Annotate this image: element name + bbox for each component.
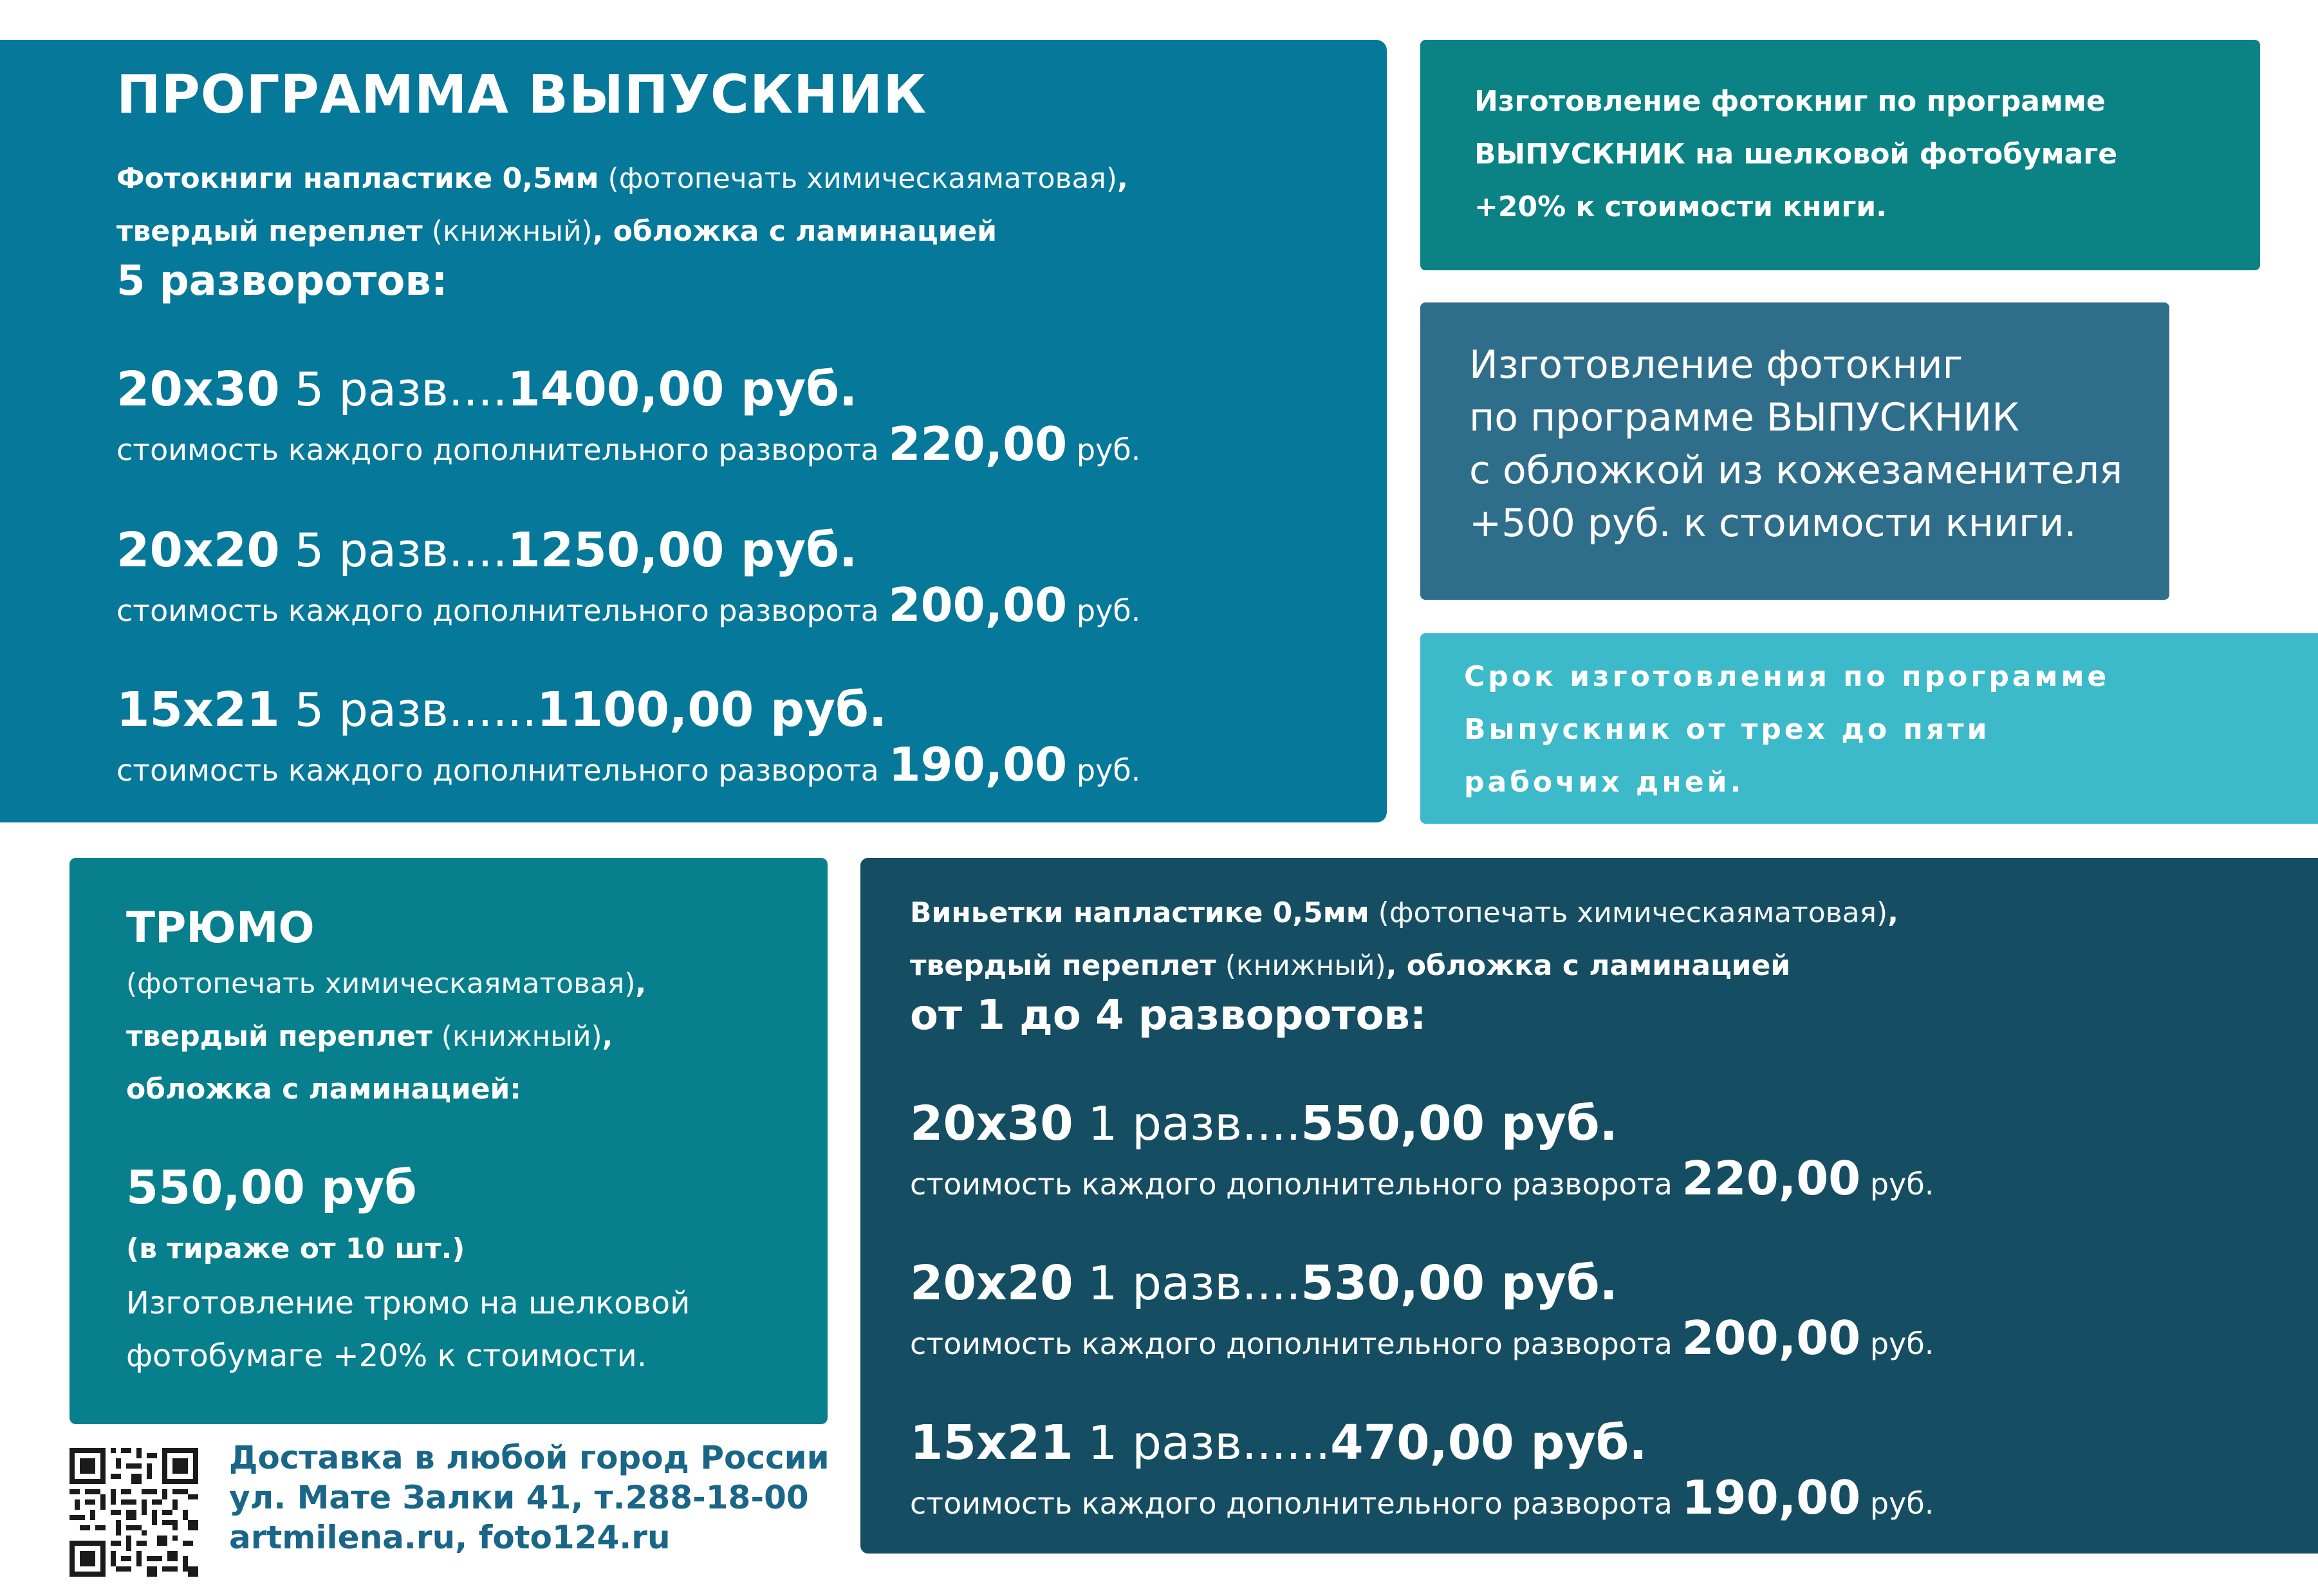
- graduate-extra-row: [116, 578, 1140, 632]
- vignettes-price-row: [910, 1096, 1618, 1151]
- vignettes-size: 15х21: [910, 1415, 1073, 1471]
- graduate-spread-count: 5 разв....: [279, 523, 508, 577]
- leather-note-line-1: Изготовление фотокниг: [1469, 342, 1963, 387]
- trumo-line-1: [126, 967, 646, 1000]
- trumo-circulation: (в тираже от 10 шт.): [126, 1232, 465, 1265]
- vignettes-extra-row: [910, 1151, 1934, 1205]
- graduate-program-panel: [0, 40, 1387, 822]
- vignettes-extra-row: [910, 1471, 1934, 1525]
- vignettes-extra-price: 200,00: [1682, 1311, 1861, 1365]
- trumo-binding: твердый переплет: [126, 1020, 432, 1053]
- vignettes-price: 470,00 руб.: [1330, 1415, 1647, 1471]
- graduate-spec-binding-type: (книжный): [422, 215, 593, 248]
- graduate-extra-unit: руб.: [1067, 593, 1141, 628]
- graduate-price-row: [116, 682, 887, 738]
- graduate-price-row: [116, 523, 857, 578]
- term-line-1: Срок изготовления по программе: [1464, 660, 2110, 693]
- vignettes-extra-row: [910, 1311, 1934, 1365]
- trumo-cover: обложка с ламинацией:: [126, 1073, 521, 1106]
- vignettes-price-row: [910, 1415, 1647, 1471]
- leather-note-line-3: с обложкой из кожезаменителя: [1469, 448, 2123, 493]
- trumo-title: ТРЮМО: [126, 903, 315, 952]
- graduate-spec-binding: твердый переплет: [116, 215, 423, 248]
- graduate-spec-cover: , обложка с ламинацией: [592, 215, 997, 248]
- vignettes-spread-count: 1 разв....: [1073, 1256, 1301, 1310]
- silk-note-line-3: +20% к стоимости книги.: [1474, 190, 1887, 223]
- silk-paper-note-panel: [1420, 40, 2260, 270]
- vignettes-spec-material: Виньетки напластике 0,5мм: [910, 896, 1369, 929]
- graduate-spread-count: 5 разв....: [279, 362, 508, 416]
- vignettes-size: 20х20: [910, 1256, 1073, 1311]
- graduate-spec-comma: ,: [1117, 162, 1128, 195]
- vignettes-spread-count: 1 разв....: [1073, 1097, 1301, 1151]
- production-time-panel: [1420, 633, 2318, 824]
- trumo-comma-2: ,: [602, 1020, 613, 1053]
- vignettes-spreads: от 1 до 4 разворотов:: [910, 992, 1427, 1039]
- graduate-extra-price: 200,00: [888, 578, 1068, 632]
- graduate-extra-label: стоимость каждого дополнительного разворота: [116, 753, 889, 788]
- graduate-extra-unit: руб.: [1067, 753, 1141, 788]
- trumo-silk-line-2: фотобумаге +20% к стоимости.: [126, 1338, 647, 1374]
- vignettes-spec-binding: твердый переплет: [910, 949, 1216, 982]
- vignettes-price: 530,00 руб.: [1301, 1256, 1618, 1311]
- trumo-binding-type: (книжный): [432, 1020, 602, 1053]
- leather-note-line-2: по программе ВЫПУСКНИК: [1469, 395, 2019, 440]
- graduate-extra-price: 190,00: [888, 738, 1068, 792]
- footer-address[interactable]: ул. Мате Залки 41, т.288-18-00: [229, 1479, 809, 1516]
- trumo-comma: ,: [635, 967, 647, 1000]
- vignettes-extra-label: стоимость каждого дополнительного разворота: [910, 1326, 1682, 1361]
- graduate-size: 15х21: [116, 682, 280, 738]
- graduate-spec-print: (фотопечать химическаяматовая): [598, 162, 1118, 195]
- vignettes-price-row: [910, 1256, 1618, 1311]
- graduate-price: 1100,00 руб.: [537, 682, 887, 738]
- term-line-2: Выпускник от трех до пяти: [1464, 713, 1990, 746]
- silk-note-line-2: ВЫПУСКНИК на шелковой фотобумаге: [1474, 138, 2118, 171]
- vignettes-spec-line-2: [910, 949, 1790, 982]
- graduate-spec-line-2: [116, 215, 997, 248]
- vignettes-extra-unit: руб.: [1860, 1486, 1934, 1521]
- vignettes-extra-unit: руб.: [1860, 1167, 1934, 1202]
- vignettes-extra-price: 220,00: [1682, 1151, 1861, 1205]
- leather-note-line-4: +500 руб. к стоимости книги.: [1469, 501, 2077, 546]
- graduate-size: 20х30: [116, 362, 280, 417]
- vignettes-panel: [860, 858, 2318, 1554]
- vignettes-spec-comma: ,: [1887, 896, 1898, 929]
- qr-code-icon[interactable]: [70, 1448, 198, 1577]
- graduate-price: 1400,00 руб.: [507, 362, 858, 417]
- footer-websites[interactable]: artmilena.ru, foto124.ru: [229, 1519, 671, 1556]
- vignettes-spread-count: 1 разв......: [1073, 1416, 1331, 1470]
- footer-delivery: Доставка в любой город России: [229, 1439, 830, 1476]
- graduate-price: 1250,00 руб.: [507, 523, 858, 578]
- graduate-size: 20х20: [116, 523, 280, 578]
- leather-cover-note-panel: [1420, 302, 2169, 600]
- vignettes-spec-binding-type: (книжный): [1216, 949, 1386, 982]
- graduate-title: ПРОГРАММА ВЫПУСКНИК: [116, 64, 927, 125]
- vignettes-extra-unit: руб.: [1860, 1326, 1934, 1361]
- graduate-spreads: 5 разворотов:: [116, 257, 448, 305]
- graduate-extra-label: стоимость каждого дополнительного разворота: [116, 432, 889, 467]
- silk-note-line-1: Изготовление фотокниг по программе: [1474, 85, 2106, 118]
- vignettes-price: 550,00 руб.: [1301, 1096, 1618, 1151]
- graduate-extra-row: [116, 738, 1140, 792]
- graduate-price-row: [116, 362, 857, 417]
- vignettes-spec-line-1: [910, 896, 1898, 929]
- vignettes-spec-cover: , обложка с ламинацией: [1386, 949, 1791, 982]
- trumo-silk-line-1: Изготовление трюмо на шелковой: [126, 1285, 691, 1321]
- trumo-line-2: [126, 1020, 613, 1053]
- term-line-3: рабочих дней.: [1464, 766, 1745, 799]
- graduate-spec-material: Фотокниги напластике 0,5мм: [116, 162, 599, 195]
- graduate-extra-price: 220,00: [888, 417, 1068, 471]
- graduate-extra-row: [116, 417, 1140, 471]
- graduate-spread-count: 5 разв......: [279, 683, 537, 737]
- vignettes-extra-label: стоимость каждого дополнительного разворота: [910, 1167, 1682, 1202]
- trumo-print: (фотопечать химическаяматовая): [126, 967, 636, 1000]
- graduate-spec-line-1: [116, 162, 1128, 195]
- vignettes-spec-print: (фотопечать химическаяматовая): [1369, 896, 1888, 929]
- graduate-extra-unit: руб.: [1067, 432, 1141, 467]
- vignettes-size: 20х30: [910, 1096, 1073, 1151]
- vignettes-extra-label: стоимость каждого дополнительного разворота: [910, 1486, 1682, 1521]
- trumo-panel: [70, 858, 828, 1424]
- vignettes-extra-price: 190,00: [1682, 1471, 1861, 1525]
- trumo-price: 550,00 руб: [126, 1160, 417, 1214]
- graduate-extra-label: стоимость каждого дополнительного разворота: [116, 593, 889, 628]
